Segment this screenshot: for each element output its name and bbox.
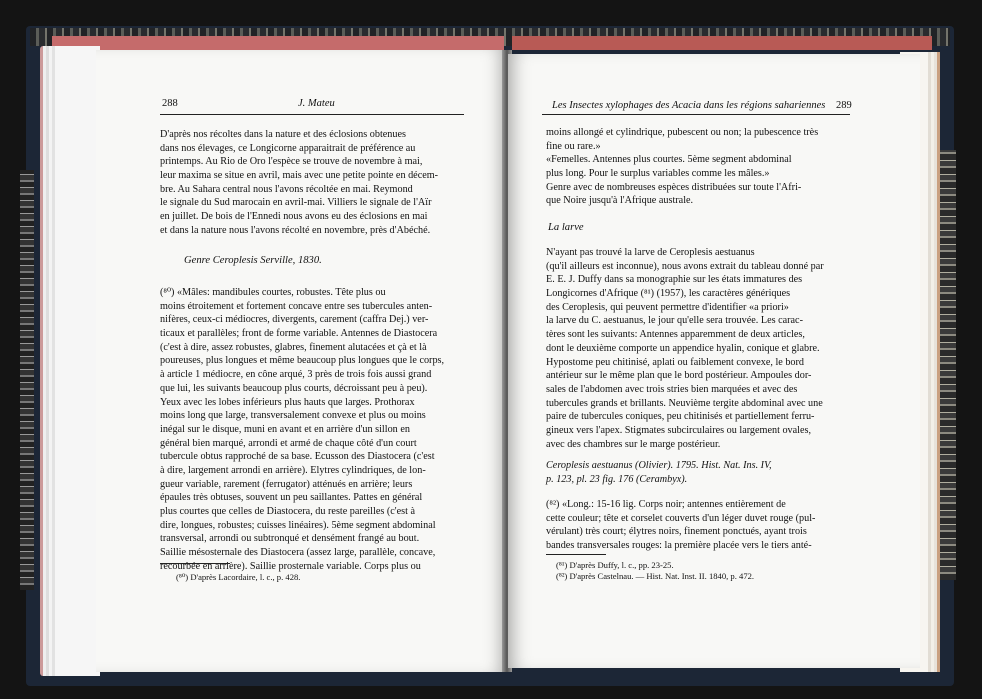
text-line: bre. Au Sahara central nous l'avons récoltée en mai. Reymond bbox=[160, 183, 413, 195]
text-line: dire, longues, robustes; cuisses linéaires). 5ème segment abdominal bbox=[160, 519, 436, 531]
text-line: antérieur sur le même plan que le bord postérieur. Ampoules dor- bbox=[546, 370, 812, 382]
text-line: moins long que large, transversalement convexe et plus ou moins bbox=[160, 410, 426, 422]
text-line: plus courtes que celles de Diastocera, du reste pareilles (c'est à bbox=[160, 506, 416, 517]
text-line: tères sont les suivants: Antennes apparemment de deux articles, bbox=[546, 329, 805, 341]
text-line: Ceroplesis aestuanus (Olivier). 1795. Hist. Nat. Ins. IV, bbox=[546, 460, 772, 471]
text-line: E. E. J. Duffy dans sa monographie sur les états immatures des bbox=[546, 274, 803, 286]
text-line: Saillie mésosternale des Diastocera (assez large, parallèle, concave, bbox=[160, 547, 436, 559]
text-line: printemps. Au Rio de Oro l'espèce se trouve de novembre à mai, bbox=[160, 156, 423, 168]
text-line: cette couleur; tête et corselet couverts d'un léger duvet rouge (pul- bbox=[546, 512, 816, 524]
footnote: (⁸²) D'après Castelnau. — Hist. Nat. Inst. II. 1840, p. 472. bbox=[556, 571, 755, 581]
text-line: bandes transversales rouges: la première placée vers le tiers anté- bbox=[546, 540, 812, 552]
paragraph bbox=[546, 498, 850, 553]
text-line: (c'est à dire, assez robustes, glabres, finement alutacées et çà et là bbox=[160, 341, 427, 353]
text-line: à dire, largement arrondi en arrière). Elytres cylindriques, de lon- bbox=[160, 464, 426, 476]
text-line: recourbée en arrière). Saillie prosternale variable. Corps plus ou bbox=[160, 560, 421, 572]
text-line: moins étroitement et fortement concave entre ses tubercules anten- bbox=[160, 300, 433, 312]
text-line: Genre avec de nombreuses espèces distribuées sur toute l'Afri- bbox=[546, 181, 802, 193]
text-line: que Noire jusqu'à l'Afrique australe. bbox=[546, 195, 694, 207]
text-line: tubercules grands et brillants. Neuvième tergite abdominal avec une bbox=[546, 397, 823, 409]
page-number: 289 bbox=[836, 100, 852, 111]
text-line: gineux vers l'apex. Stigmates subcirculaires ou largement ovales, bbox=[546, 424, 812, 436]
text-line: moins allongé et cylindrique, pubescent ou non; la pubescence très bbox=[546, 127, 819, 138]
paragraph bbox=[546, 246, 850, 451]
red-page-edge-right bbox=[512, 36, 932, 50]
footnote: (⁸⁰) D'après Lacordaire, l. c., p. 428. bbox=[176, 572, 301, 582]
page-stack-left bbox=[40, 46, 100, 676]
marbled-cover-left bbox=[20, 170, 34, 590]
text-line: transversal, arrondi ou subtronqué et densément frangé au bout. bbox=[160, 533, 420, 545]
text-line: tubercule obtus rapproché de sa base. Ecusson des Diastocera (c'est bbox=[160, 451, 435, 463]
text-line: des Ceroplesis, qui peuvent permettre d'identifier «a priori» bbox=[546, 301, 789, 313]
text-line: paire de tubercules coniques, peu chitinisés et partiellement ferru- bbox=[546, 411, 815, 423]
text-line: (qu'il ailleurs est inconnue), nous avons extrait du tableau donné par bbox=[546, 260, 824, 272]
text-line: que lui, les suivants beaucoup plus courts, décroissant peu à peu). bbox=[160, 382, 428, 394]
text-line: leur maxima se situe en avril, mais avec une petite pointe en décem- bbox=[160, 170, 439, 182]
text-line: ticaux et parallèles; front de forme variable. Antennes de Diastocera bbox=[160, 328, 438, 340]
species-heading bbox=[546, 459, 850, 486]
running-head: J. Mateu bbox=[298, 98, 335, 109]
text-line: N'ayant pas trouvé la larve de Ceroplesis aestuanus bbox=[546, 247, 755, 258]
page-number: 288 bbox=[162, 98, 178, 109]
footnote-rule bbox=[160, 563, 230, 564]
text-line: inégal sur le disque, muni en avant et en arrière d'un sillon en bbox=[160, 423, 410, 435]
marbled-cover-right bbox=[940, 150, 956, 580]
header-rule bbox=[542, 114, 850, 115]
paragraph bbox=[160, 128, 464, 238]
text-line: plus long. Pour le surplus variables comme les mâles.» bbox=[546, 168, 770, 180]
left-page bbox=[96, 50, 506, 672]
text-line: vérulant) très court; élytres noirs, finement ponctués, ayant trois bbox=[546, 526, 807, 538]
text-line: à article 1 médiocre, en cône arqué, 3 près de trois fois aussi grand bbox=[160, 369, 432, 381]
red-page-edge-left bbox=[52, 36, 504, 50]
text-line: Longicornes d'Afrique (⁸¹) (1957), les caractères génériques bbox=[546, 288, 791, 300]
text-line: D'après nos récoltes dans la nature et des éclosions obtenues bbox=[160, 129, 406, 140]
text-line: Hypostome peu chitinisé, aplati ou faiblement convexe, le bord bbox=[546, 356, 805, 368]
text-line: «Femelles. Antennes plus courtes. 5ème segment abdominal bbox=[546, 154, 792, 166]
text-line: (⁸⁰) «Mâles: mandibules courtes, robustes. Tête plus ou bbox=[160, 287, 386, 298]
text-line: la larve du C. aestuanus, le jour qu'elle sera trouvée. Les carac- bbox=[546, 315, 803, 327]
text-line: (⁸²) «Long.: 15-16 lig. Corps noir; antennes entièrement de bbox=[546, 499, 786, 510]
paragraph bbox=[160, 286, 464, 573]
running-head: Les Insectes xylophages des Acacia dans les régions sahariennes bbox=[552, 100, 826, 111]
text-line: en juillet. De bois de l'Ennedi nous avons eu des éclosions en mai bbox=[160, 211, 428, 223]
text-line: sales de l'abdomen avec trois stries bien marquées et avec des bbox=[546, 383, 798, 395]
right-page bbox=[508, 54, 920, 668]
text-line: avec des chambres sur le marge postérieur. bbox=[546, 438, 721, 450]
header-rule bbox=[160, 114, 464, 115]
text-line: le signale du Sud marocain en avril-mai. Villiers le signale de l'Aïr bbox=[160, 197, 432, 209]
text-line: gueur variable, rarement (ferrugator) atténués en arrière; leurs bbox=[160, 478, 413, 490]
text-line: poureuses, plus longues et même beaucoup plus longues que le corps, bbox=[160, 355, 445, 367]
text-line: dont le deuxième comporte un appendice hyalin, conique et glabre. bbox=[546, 342, 820, 354]
larva-heading: La larve bbox=[548, 222, 584, 233]
genus-heading: Genre Ceroplesis Serville, 1830. bbox=[184, 255, 322, 266]
footnote-rule bbox=[546, 554, 606, 555]
footnote: (⁸¹) D'après Duffy, l. c., pp. 23-25. bbox=[556, 560, 674, 570]
text-line: épaules très obtuses, souvent un peu saillantes. Pattes en général bbox=[160, 492, 423, 504]
text-line: Yeux avec les lobes inférieurs plus hauts que larges. Prothorax bbox=[160, 396, 415, 408]
text-line: fine ou rare.» bbox=[546, 140, 601, 152]
text-line: nifères, ceux-ci médiocres, divergents, carement (caffra Dej.) ver- bbox=[160, 314, 429, 326]
paragraph bbox=[546, 126, 850, 208]
text-line: général bien marqué, arrondi et armé de chaque côté d'un court bbox=[160, 437, 417, 449]
text-line: dans nos élevages, ce Longicorne apparaitrait de préférence au bbox=[160, 142, 416, 154]
text-line: p. 123, pl. 23 fig. 176 (Cerambyx). bbox=[546, 473, 688, 485]
text-line: et dans la nature nous l'avons récolté en novembre, près d'Abéché. bbox=[160, 224, 431, 236]
